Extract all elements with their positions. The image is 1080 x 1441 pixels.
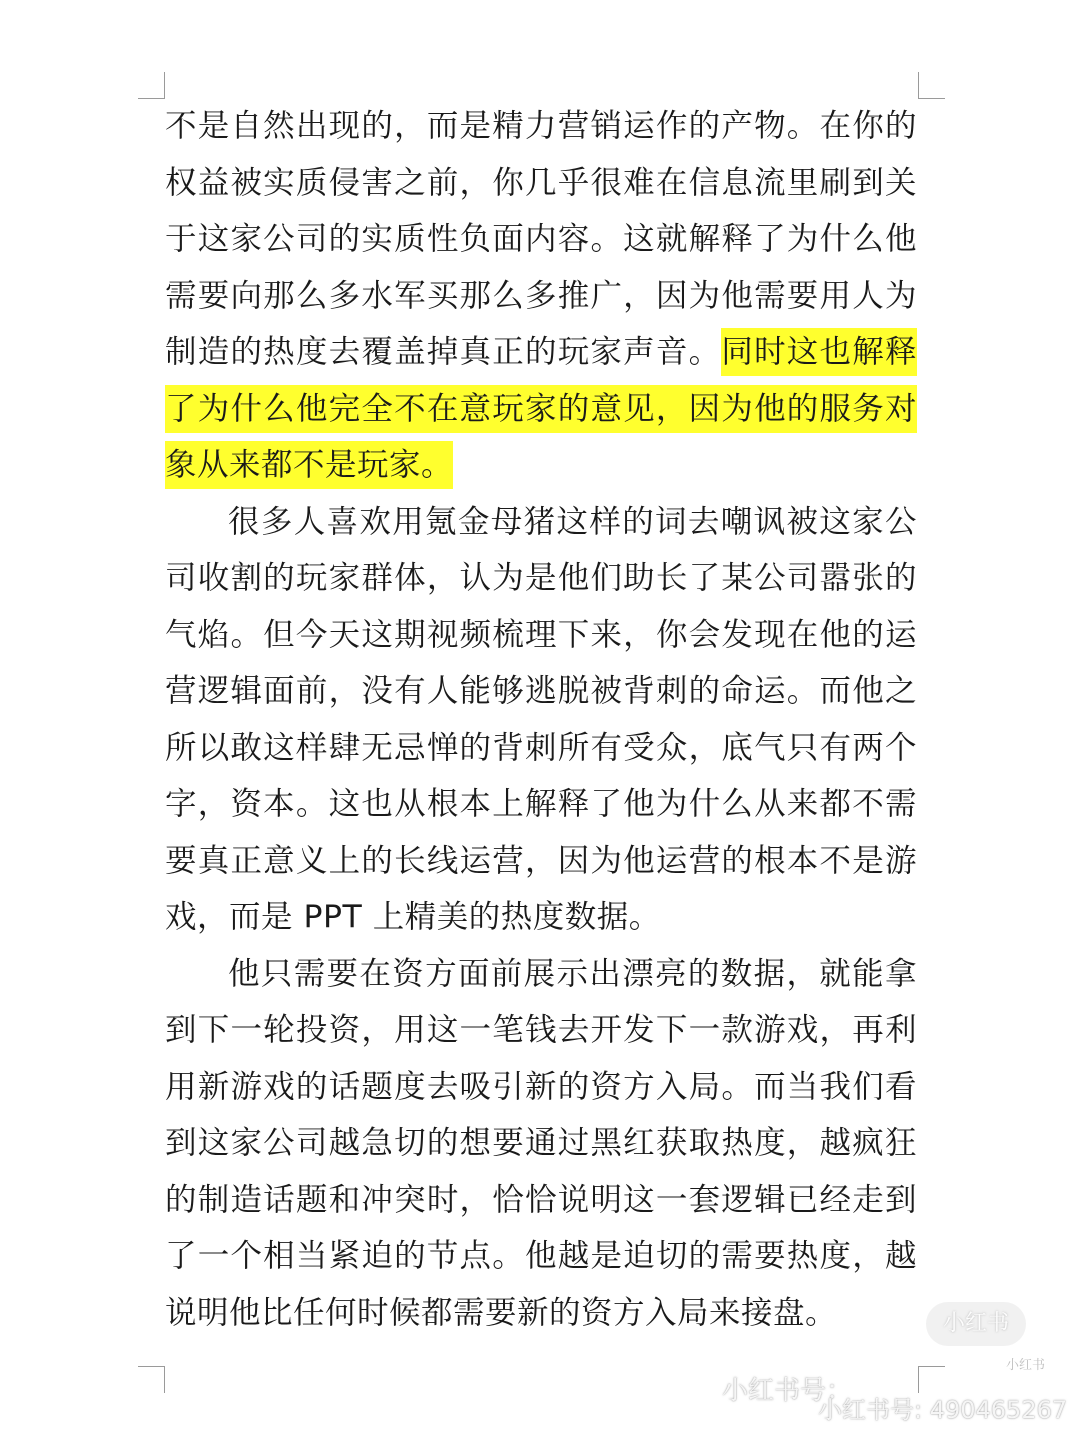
watermark-small: 小红书	[1006, 1358, 1046, 1373]
paragraph-1-text: 不是自然出现的，而是精力营销运作的产物。在你的权益被实质侵害之前，你几乎很难在信息流里刷到关于这家公司的实质性负面内容。这就解释了为什么他需要向那么多水军买那么多推广，因为他需要用人为制造的热度去覆盖掉真正的玩家声音。	[165, 108, 917, 370]
crop-mark-top-left	[138, 72, 165, 99]
watermark-account-line-2: 小红书号: 490465267	[818, 1396, 1068, 1424]
watermark-account-line-1: 小红书号：	[722, 1376, 853, 1406]
crop-mark-top-right	[918, 72, 945, 99]
watermark-badge: 小红书	[926, 1302, 1026, 1346]
paragraph-3-text: 他只需要在资方面前展示出漂亮的数据，就能拿到下一轮投资，用这一笔钱去开发下一款游戏，再利用新游戏的话题度去吸引新的资方入局。而当我们看到这家公司越急切的想要通过黑红获取热度，越疯狂的制造话题和冲突时，恰恰说明这一套逻辑已经走到了一个相当紧迫的节点。他越是迫切的需要热度，越说明他比任何时候都需要新的资方入局来接盘。	[165, 955, 917, 1331]
paragraph-1	[165, 98, 917, 494]
highlighted-text: 同时这也解释了为什么他完全不在意玩家的意见，因为他的服务对象从来都不是玩家。	[165, 328, 917, 489]
paragraph-2	[165, 494, 917, 946]
paragraph-3	[165, 946, 917, 1342]
crop-mark-bottom-right	[918, 1366, 945, 1393]
document-body	[165, 98, 917, 1341]
crop-mark-bottom-left	[138, 1366, 165, 1393]
paragraph-2-text: 很多人喜欢用氪金母猪这样的词去嘲讽被这家公司收割的玩家群体，认为是他们助长了某公司嚣张的气焰。但今天这期视频梳理下来，你会发现在他的运营逻辑面前，没有人能够逃脱被背刺的命运。而他之所以敢这样肆无忌惮的背刺所有受众，底气只有两个字，资本。这也从根本上解释了他为什么从来都不需要真正意义上的长线运营，因为他运营的根本不是游戏，而是 PPT 上精美的热度数据。	[165, 503, 917, 935]
